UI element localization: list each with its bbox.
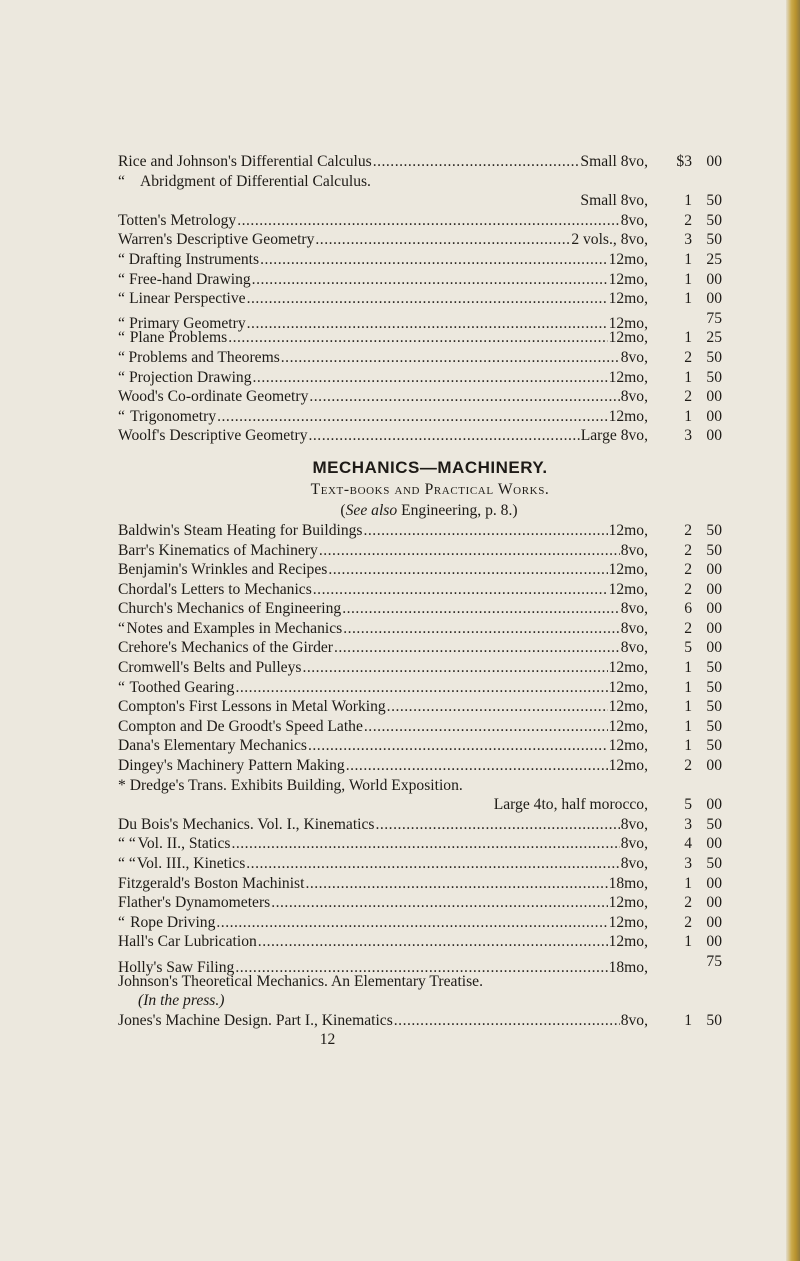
list-item <box>118 191 722 211</box>
book-format: 12mo, <box>608 659 648 677</box>
geometry-list <box>118 152 722 446</box>
price-dollars: 2 <box>684 757 692 775</box>
dot-leader <box>305 874 607 894</box>
list-item-johnson <box>118 972 722 992</box>
list-item <box>118 172 722 192</box>
book-title: Compton's First Lessons in Metal Working <box>118 698 386 716</box>
price-cents: 00 <box>706 561 722 579</box>
price-dollars: 2 <box>684 894 692 912</box>
book-title: Trigonometry <box>130 407 217 425</box>
book-format: 12mo, <box>608 678 648 696</box>
list-item <box>118 309 722 333</box>
price-cents: 00 <box>706 388 722 406</box>
book-format: 8vo, <box>620 815 648 833</box>
book-format: 12mo, <box>608 894 648 912</box>
dot-leader <box>253 368 608 388</box>
book-title: Du Bois's Mechanics. Vol. I., Kinematics <box>118 815 375 833</box>
price-dollars: 5 <box>684 796 692 814</box>
price-cents: 50 <box>706 211 722 229</box>
price-dollars: 1 <box>684 1011 692 1029</box>
dot-leader <box>302 658 607 678</box>
ditto-mark: “ “ <box>118 835 136 853</box>
book-format: 8vo, <box>620 619 648 637</box>
dot-leader <box>309 387 619 407</box>
book-title: Holly's Saw Filing <box>118 958 235 976</box>
list-item <box>118 230 722 250</box>
list-item <box>118 697 722 717</box>
price-dollars <box>670 309 692 329</box>
list-item <box>118 580 722 600</box>
book-format: Small 8vo, <box>580 153 648 170</box>
ditto-mark: “ <box>118 407 125 425</box>
book-title: Projection Drawing <box>128 368 252 386</box>
dot-leader <box>228 328 607 348</box>
list-item <box>118 893 722 913</box>
ditto-mark: “ <box>118 329 125 347</box>
price-dollars: 1 <box>684 659 692 677</box>
catalog-page <box>118 152 722 1050</box>
list-item <box>118 932 722 952</box>
book-title: Primary Geometry <box>129 315 246 333</box>
dot-leader <box>246 854 619 874</box>
book-title: Warren's Descriptive Geometry <box>118 231 315 249</box>
price-dollars: 3 <box>684 231 692 249</box>
book-format: 12mo, <box>608 407 648 425</box>
list-item <box>118 211 722 231</box>
dot-leader <box>313 580 608 600</box>
book-title: Notes and Examples in Mechanics <box>126 619 343 637</box>
dot-leader <box>343 619 620 639</box>
dot-leader <box>328 560 607 580</box>
price-dollars: 2 <box>684 580 692 598</box>
list-item-dredge <box>118 776 722 796</box>
price-dollars: 1 <box>684 407 692 425</box>
price-cents: 00 <box>706 290 722 308</box>
price-cents: 00 <box>706 933 722 951</box>
page-edge <box>786 0 800 1261</box>
price-dollars: 1 <box>684 192 692 210</box>
list-item <box>118 736 722 756</box>
dot-leader <box>342 599 619 619</box>
book-format: 8vo, <box>620 541 648 559</box>
book-title: Rope Driving <box>130 913 216 931</box>
ditto-mark: “ <box>118 619 125 637</box>
price-dollars: 2 <box>684 541 692 559</box>
book-format: 8vo, <box>620 835 648 853</box>
dot-leader <box>247 289 608 309</box>
price-cents: 00 <box>706 796 722 814</box>
price-cents: 50 <box>706 348 722 366</box>
book-title: Rice and Johnson's Differential Calculus <box>118 153 372 170</box>
list-item <box>118 658 722 678</box>
price-dollars: 1 <box>684 737 692 755</box>
list-item <box>118 874 722 894</box>
list-item <box>118 717 722 737</box>
mechanics-list <box>118 521 722 776</box>
book-title: Totten's Metrology <box>118 211 237 229</box>
price-cents: 50 <box>706 192 722 210</box>
list-item <box>118 952 722 976</box>
book-title: Fitzgerald's Boston Machinist <box>118 874 305 892</box>
price-cents: 00 <box>706 580 722 598</box>
book-format: 8vo, <box>620 388 648 406</box>
price-cents: 75 <box>706 309 722 327</box>
price-dollars: 2 <box>684 561 692 579</box>
cross-reference-note: (See also Engineering, p. 8.) <box>340 501 518 519</box>
list-item <box>118 348 722 368</box>
list-item <box>118 560 722 580</box>
dot-leader <box>237 211 619 231</box>
list-item <box>118 250 722 270</box>
dot-leader <box>260 250 607 270</box>
in-press-note: (In the press.) <box>138 992 225 1010</box>
dot-leader <box>258 932 608 952</box>
price-cents: 50 <box>706 368 722 386</box>
dot-leader <box>387 697 608 717</box>
book-title: Barr's Kinematics of Machinery <box>118 541 318 559</box>
price-dollars: 2 <box>684 913 692 931</box>
list-item <box>118 834 722 854</box>
list-item <box>118 599 722 619</box>
dot-leader <box>252 270 608 290</box>
book-format: 12mo, <box>608 561 648 579</box>
book-format: 12mo, <box>608 698 648 716</box>
list-item <box>118 678 722 698</box>
price-cents: 00 <box>706 153 722 170</box>
list-item <box>118 152 722 172</box>
book-format: 12mo, <box>608 580 648 598</box>
price-cents: 50 <box>706 698 722 716</box>
book-format: 12mo, <box>608 933 648 951</box>
price-dollars: 1 <box>684 874 692 892</box>
ditto-mark: “ <box>118 250 125 268</box>
book-title: Hall's Car Lubrication <box>118 933 257 951</box>
ditto-mark: “ “ <box>118 855 136 872</box>
list-item <box>118 541 722 561</box>
list-item <box>118 619 722 639</box>
price-cents: 50 <box>706 231 722 249</box>
price-dollars: 2 <box>684 619 692 637</box>
price-cents: 75 <box>706 952 722 970</box>
book-format: 12mo, <box>608 717 648 735</box>
ditto-mark: “ <box>118 368 125 386</box>
dot-leader <box>375 815 619 835</box>
book-format: 18mo, <box>608 874 648 892</box>
price-dollars: 2 <box>684 348 692 366</box>
list-item <box>118 521 722 541</box>
price-cents: 50 <box>706 737 722 755</box>
book-title: * Dredge's Trans. Exhibits Building, World Exposition. <box>118 776 463 794</box>
list-item <box>118 638 722 658</box>
price-dollars: 5 <box>684 639 692 657</box>
dot-leader <box>271 893 607 913</box>
book-title: Abridgment of Differential Calculus. <box>140 172 371 190</box>
list-item <box>118 407 722 427</box>
book-title: Wood's Co-ordinate Geometry <box>118 388 309 406</box>
price-cents: 50 <box>706 541 722 559</box>
ditto-mark: “ <box>118 678 125 696</box>
book-title: Baldwin's Steam Heating for Buildings <box>118 521 363 539</box>
dot-leader <box>309 426 580 446</box>
dot-leader <box>217 407 607 427</box>
price-dollars: 1 <box>684 290 692 308</box>
book-title: Flather's Dynamometers <box>118 894 271 912</box>
list-item-dredge-format <box>118 795 722 815</box>
price-cents: 00 <box>706 835 722 853</box>
price-dollars: 1 <box>684 250 692 268</box>
book-format: 12mo, <box>608 757 648 775</box>
dot-leader <box>281 348 620 368</box>
price-cents: 00 <box>706 619 722 637</box>
price-dollars: 3 <box>684 855 692 872</box>
book-title: Free-hand Drawing <box>128 270 251 288</box>
ditto-mark: “ <box>118 290 125 308</box>
book-format: 2 vols., 8vo, <box>571 231 648 249</box>
book-format: 8vo, <box>620 348 648 366</box>
ditto-mark: “ <box>118 315 125 333</box>
mechanics-list-continued <box>118 815 722 976</box>
price-dollars: $3 <box>676 153 692 170</box>
book-format: 12mo, <box>608 521 648 539</box>
dot-leader <box>364 521 608 541</box>
price-cents: 00 <box>706 874 722 892</box>
book-format: 12mo, <box>608 913 648 931</box>
list-item <box>118 270 722 290</box>
list-item <box>118 426 722 446</box>
price-cents: 00 <box>706 639 722 657</box>
section-subheading: Text-books and Practical Works. <box>310 480 550 498</box>
book-title: Compton and De Groodt's Speed Lathe <box>118 717 363 735</box>
dot-leader <box>346 756 608 776</box>
book-format: Large 8vo, <box>580 427 648 445</box>
book-title: Crehore's Mechanics of the Girder <box>118 639 333 657</box>
price-cents: 50 <box>706 717 722 735</box>
price-cents: 00 <box>706 270 722 288</box>
section-heading: MECHANICS—MACHINERY. <box>312 457 548 477</box>
price-dollars: 1 <box>684 270 692 288</box>
list-item <box>118 815 722 835</box>
book-title: Chordal's Letters to Mechanics <box>118 580 312 598</box>
price-cents: 25 <box>706 250 722 268</box>
book-title: Jones's Machine Design. Part I., Kinematics <box>118 1011 393 1029</box>
dot-leader <box>315 230 570 250</box>
book-title: Vol. II., Statics <box>137 835 231 853</box>
book-format: 12mo, <box>608 250 648 268</box>
book-title: Vol. III., Kinetics <box>136 855 246 872</box>
price-cents: 00 <box>706 600 722 618</box>
book-format: 8vo, <box>620 1011 648 1029</box>
price-dollars: 3 <box>684 815 692 833</box>
price-dollars: 6 <box>684 600 692 618</box>
book-title: Drafting Instruments <box>128 250 260 268</box>
price-cents: 50 <box>706 855 722 872</box>
ditto-mark: “ <box>118 348 125 366</box>
price-cents: 00 <box>706 427 722 445</box>
book-title: Cromwell's Belts and Pulleys <box>118 659 302 677</box>
list-item <box>118 756 722 776</box>
book-title: Plane Problems <box>129 329 228 347</box>
book-title: Dana's Elementary Mechanics <box>118 737 307 755</box>
page-number: 12 <box>319 1031 336 1049</box>
book-format: 12mo, <box>608 290 648 308</box>
ditto-mark: “ <box>118 913 125 931</box>
list-item <box>118 289 722 309</box>
book-title: Dingey's Machinery Pattern Making <box>118 757 345 775</box>
book-title: Problems and Theorems <box>128 348 280 366</box>
book-format: 8vo, <box>620 855 648 872</box>
dot-leader <box>373 152 580 172</box>
book-format: Large 4to, half morocco, <box>493 796 648 814</box>
list-item <box>118 854 722 874</box>
book-format: 12mo, <box>608 315 648 333</box>
price-cents: 50 <box>706 521 722 539</box>
book-format: 12mo, <box>608 329 648 347</box>
price-dollars: 4 <box>684 835 692 853</box>
price-cents: 00 <box>706 913 722 931</box>
book-format: 8vo, <box>620 600 648 618</box>
price-cents: 50 <box>706 1011 722 1029</box>
price-dollars: 1 <box>684 329 692 347</box>
book-title: Benjamin's Wrinkles and Recipes <box>118 561 328 579</box>
book-title: Linear Perspective <box>129 290 246 308</box>
list-item <box>118 387 722 407</box>
price-dollars: 1 <box>684 698 692 716</box>
book-format: 12mo, <box>608 368 648 386</box>
book-format: Small 8vo, <box>580 192 648 210</box>
price-dollars: 2 <box>684 521 692 539</box>
ditto-mark: “ <box>118 172 125 190</box>
dot-leader <box>216 913 607 933</box>
book-format: 8vo, <box>620 639 648 657</box>
price-cents: 00 <box>706 894 722 912</box>
price-dollars: 2 <box>684 388 692 406</box>
price-cents: 50 <box>706 659 722 677</box>
dot-leader <box>308 736 608 756</box>
book-title: Toothed Gearing <box>129 678 235 696</box>
book-format: 8vo, <box>620 211 648 229</box>
book-format: 12mo, <box>608 737 648 755</box>
list-item <box>118 368 722 388</box>
book-title: Woolf's Descriptive Geometry <box>118 427 308 445</box>
dot-leader <box>394 1011 620 1031</box>
dot-leader <box>364 717 608 737</box>
book-format: 12mo, <box>608 270 648 288</box>
price-cents: 50 <box>706 815 722 833</box>
price-dollars: 1 <box>684 368 692 386</box>
dot-leader <box>334 638 620 658</box>
price-dollars: 1 <box>684 678 692 696</box>
list-item-jones <box>118 1011 722 1031</box>
price-dollars <box>670 952 692 972</box>
dot-leader <box>319 541 620 561</box>
list-item <box>118 328 722 348</box>
price-dollars: 1 <box>684 717 692 735</box>
dot-leader <box>235 678 607 698</box>
dot-leader <box>231 834 619 854</box>
price-cents: 50 <box>706 678 722 696</box>
ditto-mark: “ <box>118 270 125 288</box>
list-item <box>118 913 722 933</box>
price-dollars: 2 <box>684 211 692 229</box>
price-cents: 00 <box>706 407 722 425</box>
price-cents: 00 <box>706 757 722 775</box>
book-format: 18mo, <box>608 958 648 976</box>
price-dollars: 3 <box>684 427 692 445</box>
price-cents: 25 <box>706 329 722 347</box>
price-dollars: 1 <box>684 933 692 951</box>
book-title: Johnson's Theoretical Mechanics. An Elementary Treatise. <box>118 972 483 990</box>
book-title: Church's Mechanics of Engineering <box>118 600 342 618</box>
